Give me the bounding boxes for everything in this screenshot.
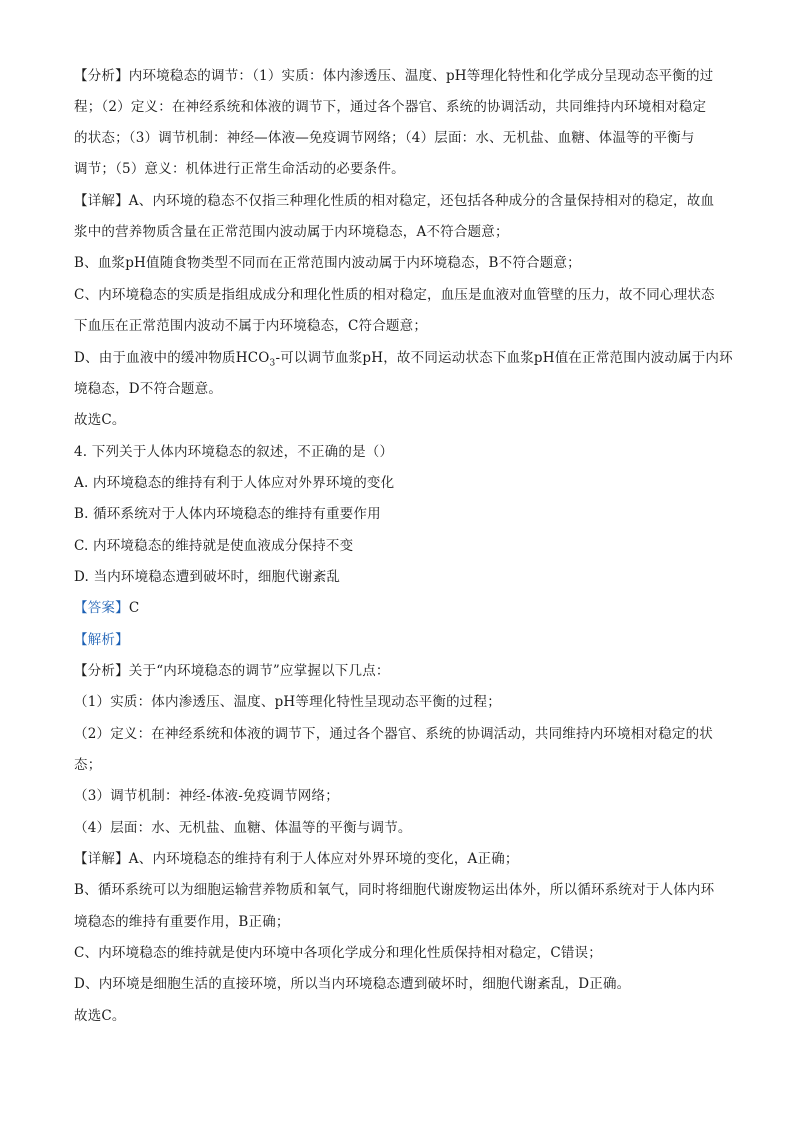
option-d: D. 当内环境稳态遭到破坏时，细胞代谢紊乱 [74,569,341,585]
detail-line-6-a: D、由于血液中的缓冲物质HCO [74,350,270,366]
analysis-line-2: 程；（2）定义：在神经系统和体液的调节下，通过各个器官、系统的协调活动，共同维持内环境相对稳定 [74,99,707,115]
option-a: A. 内环境稳态的维持有利于人体应对外界环境的变化 [74,475,395,491]
answer-line [74,598,734,618]
answer-label: 【答案】 [74,600,129,616]
question-stem: 4. 下列关于人体内环境稳态的叙述，不正确的是（） [74,444,394,460]
detail-line-4: C、内环境稳态的实质是指组成成分和理化性质的相对稳定，血压是血液对血管壁的压力，故不同心理状态 [74,287,715,303]
detail-line-2: 浆中的营养物质含量在正常范围内波动属于内环境稳态，A不符合题意； [74,224,509,240]
detail2-line-5: D、内环境是细胞生活的直接环境，所以当内环境稳态遭到破坏时，细胞代谢紊乱，D正确。 [74,976,631,992]
choice-conclusion-2: 故选C。 [74,1008,126,1024]
detail-line-5: 下血压在正常范围内波动不属于内环境稳态，C符合题意； [74,318,428,334]
analysis-line-3: 的状态；（3）调节机制：神经—体液—免疫调节网络；（4）层面：水、无机盐、血糖、体温等的平衡与 [74,130,695,146]
detail-line-3: B、血浆pH值随食物类型不同而在正常范围内波动属于内环境稳态，B不符合题意； [74,255,581,271]
option-c: C. 内环境稳态的维持就是使血液成分保持不变 [74,538,354,554]
analysis2-line-1: 【分析】关于“内环境稳态的调节”应掌握以下几点： [74,663,390,679]
analysis2-line-3: （2）定义：在神经系统和体液的调节下，通过各个器官、系统的协调活动，共同维持内环境相对稳定的状 [74,726,713,742]
detail-line-6-b: -可以调节血浆pH，故不同运动状态下血浆pH值在正常范围内波动属于内环 [275,350,733,366]
analysis2-line-5: （3）调节机制：神经-体液-免疫调节网络； [74,788,339,804]
detail-line-7: 境稳态，D不符合题意。 [74,381,223,397]
detail2-line-2: B、循环系统可以为细胞运输营养物质和氧气，同时将细胞代谢废物运出体外，所以循环系统对于人体内环 [74,882,715,898]
analysis2-line-2: （1）实质：体内渗透压、温度、pH等理化特性呈现动态平衡的过程； [74,694,501,710]
analysis2-line-6: （4）层面：水、无机盐、血糖、体温等的平衡与调节。 [74,820,412,836]
detail-line-6 [74,348,734,368]
detail2-line-4: C、内环境稳态的维持就是使内环境中各项化学成分和理化性质保持相对稳定，C错误； [74,945,602,961]
detail-line-1: 【详解】A、内环境的稳态不仅指三种理化性质的相对稳定，还包括各种成分的含量保持相对的稳定，故血 [74,193,715,209]
answer-value: C [128,600,140,616]
analysis-line-4: 调节；（5）意义：机体进行正常生命活动的必要条件。 [74,161,405,177]
explanation-label: 【解析】 [74,632,129,648]
hco3-subscript: 3 [269,358,276,369]
analysis-line-1: 【分析】内环境稳态的调节：（1）实质：体内渗透压、温度、pH等理化特性和化学成分呈现动态平衡的过 [74,68,714,84]
detail2-line-1: 【详解】A、内环境稳态的维持有利于人体应对外界环境的变化，A正确； [74,851,519,867]
option-b: B. 循环系统对于人体内环境稳态的维持有重要作用 [74,506,381,522]
choice-conclusion-1: 故选C。 [74,412,126,428]
detail2-line-3: 境稳态的维持有重要作用，B正确； [74,914,290,930]
analysis2-line-4: 态； [74,757,102,773]
